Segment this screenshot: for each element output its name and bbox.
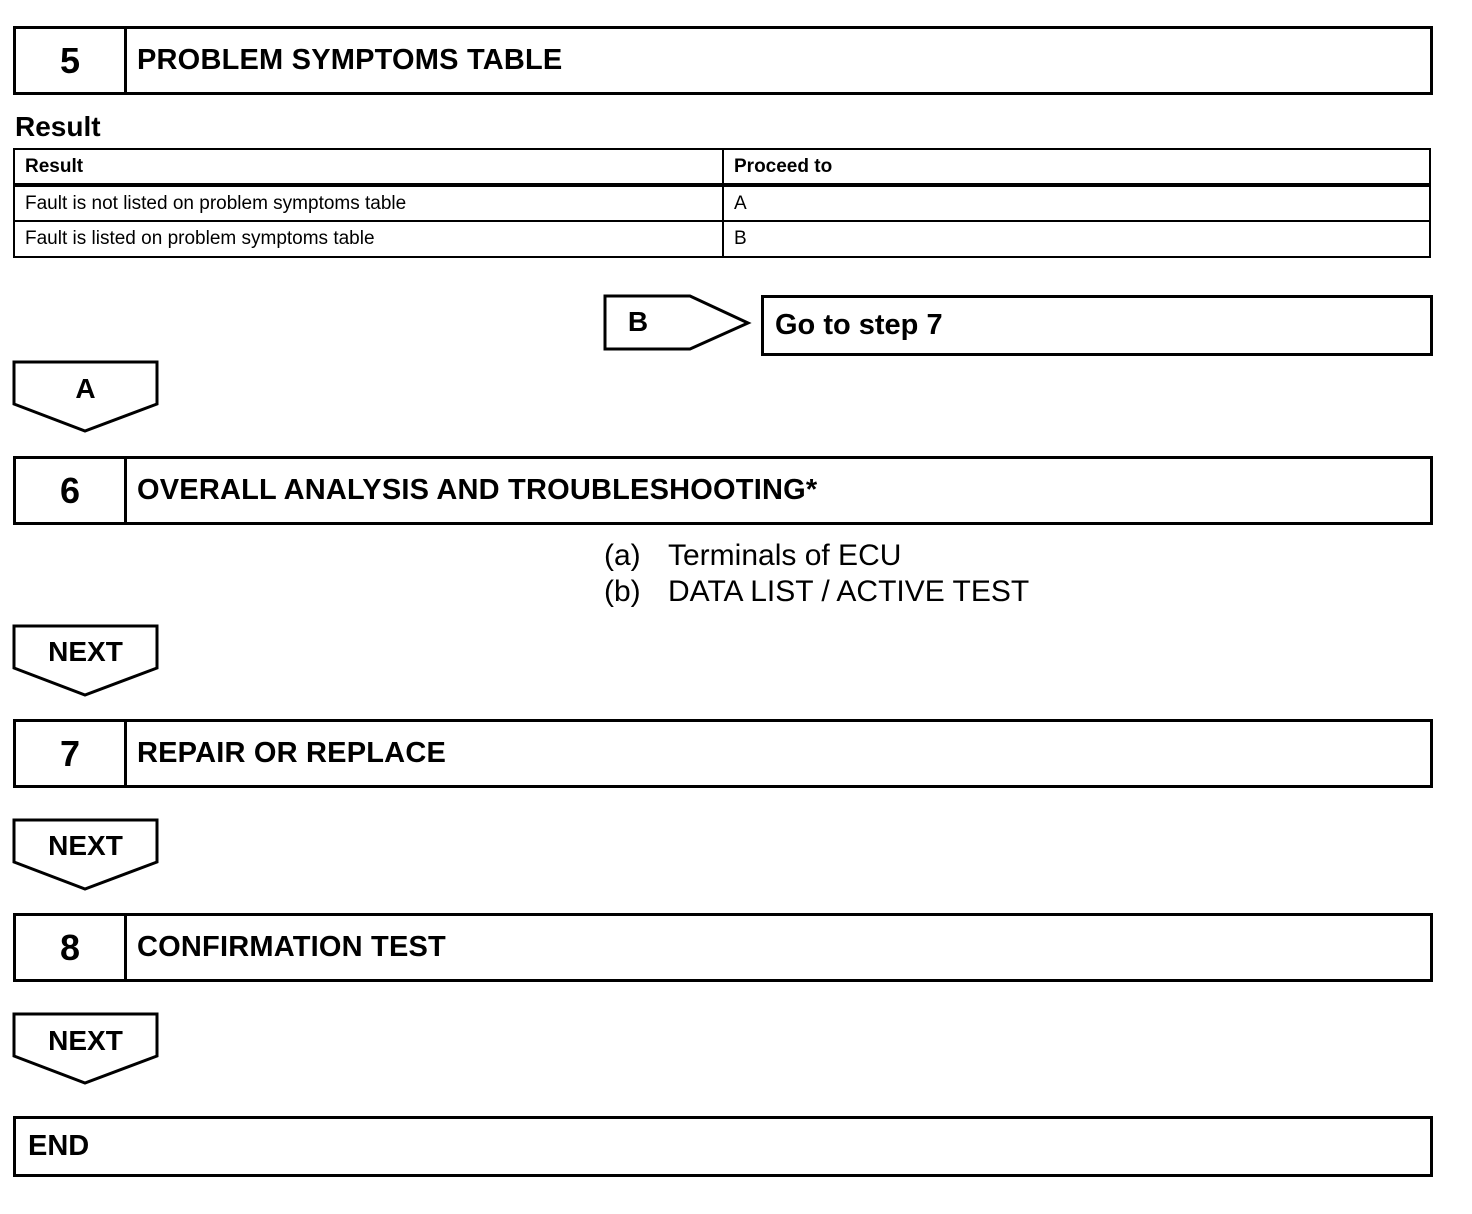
- result-cell: Fault is not listed on problem symptoms table: [14, 185, 723, 221]
- column-header-proceed-to: Proceed to: [723, 149, 1430, 185]
- end-box: END: [13, 1116, 1433, 1177]
- next-label: NEXT: [48, 830, 123, 861]
- result-cell: Fault is listed on problem symptoms table: [14, 221, 723, 257]
- step-8-header: [13, 913, 1433, 982]
- step-6-sub-items: [604, 538, 1029, 610]
- sub-item-key: (b): [604, 575, 641, 608]
- step-number: 8: [16, 916, 127, 979]
- sub-item-text: DATA LIST / ACTIVE TEST: [668, 575, 1030, 608]
- next-label: NEXT: [48, 1025, 123, 1056]
- sub-item-text: Terminals of ECU: [668, 539, 902, 572]
- go-to-step-7-box: Go to step 7: [761, 295, 1433, 356]
- step-title: REPAIR OR REPLACE: [137, 737, 447, 769]
- proceed-cell: A: [723, 185, 1430, 221]
- step-5-header: [13, 26, 1433, 95]
- step-number: 7: [16, 722, 127, 785]
- step-7-header: [13, 719, 1433, 788]
- next-label: NEXT: [48, 636, 123, 667]
- step-title: PROBLEM SYMPTOMS TABLE: [137, 44, 563, 76]
- result-heading: Result: [15, 111, 101, 142]
- table-row: [14, 185, 1430, 221]
- branch-a-label: A: [75, 373, 96, 404]
- sub-item-key: (a): [604, 539, 641, 572]
- table-header-row: [14, 149, 1430, 185]
- branch-b-label: B: [627, 306, 649, 337]
- result-table: [13, 148, 1431, 258]
- sub-item: [604, 538, 1029, 574]
- step-6-header: [13, 456, 1433, 525]
- step-number: 6: [16, 459, 127, 522]
- column-header-result: Result: [14, 149, 723, 185]
- step-title: OVERALL ANALYSIS AND TROUBLESHOOTING*: [137, 474, 818, 506]
- sub-item: [604, 574, 1029, 610]
- proceed-cell: B: [723, 221, 1430, 257]
- table-row: [14, 221, 1430, 257]
- step-number: 5: [16, 29, 127, 92]
- step-title: CONFIRMATION TEST: [137, 931, 446, 963]
